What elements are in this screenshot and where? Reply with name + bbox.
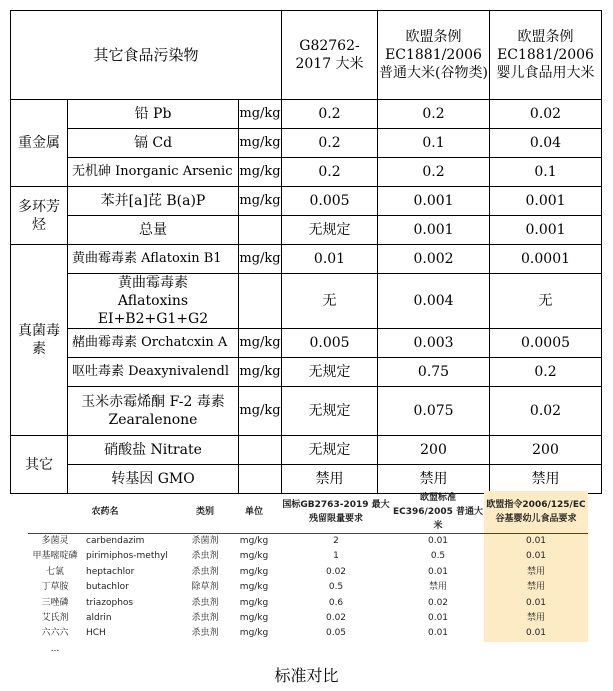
value-baby: 0.001	[490, 216, 602, 245]
value-gb: 0.2	[282, 100, 378, 129]
header-unit: 单位	[245, 507, 264, 517]
value-eu: 0.1	[378, 129, 490, 158]
table-row	[11, 465, 602, 494]
pesticide-cn-name: ...	[50, 643, 60, 654]
item-unit: mg/kg	[239, 329, 282, 358]
value-eu: 0.003	[378, 329, 490, 358]
value-ec396: 0.01	[427, 536, 449, 546]
value-eu: 0.75	[378, 358, 490, 387]
table-row	[11, 216, 602, 245]
pesticide-unit: mg/kg	[239, 613, 269, 624]
value-gb2763	[280, 642, 392, 657]
header-gb: G82762-2017 大米	[282, 11, 378, 100]
pesticide-row	[28, 534, 588, 550]
value-gb2763: 2	[333, 536, 339, 546]
value-gb: 无规定	[282, 387, 378, 436]
table-row	[11, 187, 602, 216]
table-row	[11, 387, 602, 436]
pesticide-row	[28, 596, 588, 611]
value-ec396: 0.01	[427, 628, 449, 639]
pesticide-unit	[228, 642, 280, 657]
value-eu: 0.2	[378, 100, 490, 129]
item-name: 无机砷 Inorganic Arsenic	[68, 158, 239, 187]
value-baby: 无	[490, 274, 602, 329]
pesticide-type: 除草剂	[191, 582, 219, 593]
item-unit: mg/kg	[239, 358, 282, 387]
value-ec396	[392, 642, 484, 657]
header-eu-baby: 欧盟条例 EC1881/2006 婴儿食品用大米	[490, 11, 602, 100]
value-ec396: 0.01	[427, 566, 449, 577]
value-eu: 0.2	[378, 158, 490, 187]
table-row	[11, 436, 602, 465]
pesticide-cn-name: 六六六	[41, 628, 69, 639]
value-gb2763: 0.5	[328, 582, 344, 593]
header-type: 类别	[196, 507, 215, 517]
value-gb: 无规定	[282, 436, 378, 465]
value-gb: 禁用	[282, 465, 378, 494]
pesticide-unit: mg/kg	[239, 551, 269, 562]
item-name: 黄曲霉毒素 Aflatoxin B1	[68, 245, 239, 274]
group-others: 其它	[11, 436, 68, 494]
table-row	[11, 158, 602, 187]
pesticide-cn-name: 甲基嘧啶磷	[32, 551, 78, 562]
figure-caption: 标准对比	[274, 666, 339, 685]
value-baby: 禁用	[490, 465, 602, 494]
item-unit	[239, 274, 282, 329]
value-2006-125: 0.01	[484, 596, 588, 611]
value-2006-125: 禁用	[484, 565, 588, 580]
pesticide-row	[28, 611, 588, 626]
pesticide-row	[28, 549, 588, 564]
value-gb2763: 0.6	[328, 597, 344, 608]
pesticide-en-name: HCH	[86, 628, 106, 639]
item-unit: mg/kg	[239, 100, 282, 129]
value-gb: 0.2	[282, 129, 378, 158]
item-unit: mg/kg	[239, 129, 282, 158]
item-name: 玉米赤霉烯酮 F-2 毒素 Zearalenone	[68, 387, 239, 436]
header-pesticide-name: 农药名	[91, 507, 119, 517]
item-unit: mg/kg	[239, 387, 282, 436]
item-unit: mg/kg	[239, 245, 282, 274]
pesticide-type: 杀虫剂	[191, 628, 219, 639]
value-2006-125: 0.01	[484, 534, 588, 550]
value-ec396: 0.5	[430, 551, 446, 562]
item-name: 转基因 GMO	[68, 465, 239, 494]
header-ec396: 欧盟标准EC396/2005 普通大米	[393, 493, 484, 531]
header-2006-125: 欧盟指令2006/125/EC 谷基婴幼儿食品要求	[484, 491, 588, 534]
value-gb2763: 0.02	[325, 613, 347, 624]
value-eu: 200	[378, 436, 490, 465]
table-row	[11, 100, 602, 129]
pesticide-en-name: triazophos	[86, 597, 134, 608]
group-mycotoxins: 真菌毒素	[11, 245, 68, 436]
table-header-row	[11, 11, 602, 100]
table-row	[11, 274, 602, 329]
pesticide-en-name: carbendazim	[86, 536, 145, 546]
value-baby: 0.04	[490, 129, 602, 158]
item-unit: mg/kg	[239, 187, 282, 216]
value-gb2763: 0.02	[325, 566, 347, 577]
pesticide-row	[28, 642, 588, 657]
pesticide-table	[28, 491, 588, 657]
pesticide-en-name: heptachlor	[86, 566, 135, 577]
pesticide-type: 杀虫剂	[191, 597, 219, 608]
pesticide-table-body	[28, 534, 588, 658]
value-baby: 0.2	[490, 358, 602, 387]
pesticide-row	[28, 580, 588, 595]
value-ec396: 禁用	[429, 582, 448, 593]
header-category: 其它食品污染物	[11, 11, 282, 100]
value-gb: 无规定	[282, 358, 378, 387]
value-baby: 200	[490, 436, 602, 465]
value-gb: 0.005	[282, 329, 378, 358]
pesticide-unit: mg/kg	[239, 628, 269, 639]
item-unit	[239, 465, 282, 494]
item-name: 苯并[a]芘 B(a)P	[68, 187, 239, 216]
pesticide-table-wrapper	[28, 491, 588, 657]
value-gb2763: 1	[333, 551, 339, 562]
pesticide-type	[182, 642, 228, 657]
value-eu: 0.001	[378, 216, 490, 245]
value-baby: 0.02	[490, 387, 602, 436]
pesticide-unit: mg/kg	[239, 566, 269, 577]
value-ec396: 0.02	[427, 597, 449, 608]
header-gb2763: 国标GB2763-2019 最大残留限量要求	[282, 500, 390, 524]
pesticide-en-name: aldrin	[86, 613, 112, 624]
table-row	[11, 245, 602, 274]
value-baby: 0.02	[490, 100, 602, 129]
value-2006-125: 0.01	[484, 626, 588, 641]
item-name: 总量	[68, 216, 239, 245]
value-2006-125: 禁用	[484, 580, 588, 595]
pesticide-unit: mg/kg	[239, 597, 269, 608]
item-name: 铅 Pb	[68, 100, 239, 129]
pesticide-en-name: pirimiphos-methyl	[86, 551, 168, 562]
value-eu: 0.001	[378, 187, 490, 216]
value-gb: 无规定	[282, 216, 378, 245]
value-ec396: 0.01	[427, 613, 449, 624]
pesticide-header-row	[28, 491, 588, 534]
value-eu: 禁用	[378, 465, 490, 494]
value-2006-125: 禁用	[484, 611, 588, 626]
item-unit	[239, 436, 282, 465]
item-name: 黄曲霉毒素 Aflatoxins EI+B2+G1+G2	[68, 274, 239, 329]
pesticide-unit: mg/kg	[239, 582, 269, 593]
group-heavy-metals: 重金属	[11, 100, 68, 187]
value-2006-125	[484, 642, 588, 657]
header-eu-rice: 欧盟条例 EC1881/2006 普通大米(谷物类)	[378, 11, 490, 100]
value-gb: 无	[282, 274, 378, 329]
pesticide-type: 杀菌剂	[191, 536, 219, 546]
value-gb: 0.2	[282, 158, 378, 187]
item-name: 呕吐毒素 Deaxynivalendl	[68, 358, 239, 387]
value-baby: 0.0005	[490, 329, 602, 358]
pesticide-cn-name: 七氯	[45, 566, 64, 577]
pesticide-type: 杀虫剂	[191, 613, 219, 624]
value-eu: 0.004	[378, 274, 490, 329]
item-name: 镉 Cd	[68, 129, 239, 158]
pesticide-type: 杀虫剂	[191, 551, 219, 562]
item-unit	[239, 216, 282, 245]
pesticide-unit: mg/kg	[239, 536, 269, 546]
value-gb2763: 0.05	[325, 628, 347, 639]
contaminants-table	[10, 10, 602, 494]
value-2006-125: 0.01	[484, 549, 588, 564]
value-baby: 0.001	[490, 187, 602, 216]
pesticide-row	[28, 626, 588, 641]
pesticide-row	[28, 565, 588, 580]
value-baby: 0.1	[490, 158, 602, 187]
table-row	[11, 358, 602, 387]
table-row	[11, 329, 602, 358]
item-name: 赭曲霉毒素 Orchatcxin A	[68, 329, 239, 358]
value-eu: 0.002	[378, 245, 490, 274]
value-eu: 0.075	[378, 387, 490, 436]
pesticide-en-name	[82, 642, 182, 657]
value-baby: 0.0001	[490, 245, 602, 274]
item-name: 硝酸盐 Nitrate	[68, 436, 239, 465]
pesticide-cn-name: 丁草胺	[41, 582, 69, 593]
item-unit: mg/kg	[239, 158, 282, 187]
group-pah: 多环芳烃	[11, 187, 68, 245]
pesticide-cn-name: 艾氏剂	[41, 613, 69, 624]
value-gb: 0.005	[282, 187, 378, 216]
pesticide-cn-name: 多菌灵	[41, 536, 69, 546]
value-gb: 0.01	[282, 245, 378, 274]
pesticide-en-name: butachlor	[86, 582, 129, 593]
table-row	[11, 129, 602, 158]
pesticide-cn-name: 三唑磷	[41, 597, 69, 608]
pesticide-type: 杀虫剂	[191, 566, 219, 577]
